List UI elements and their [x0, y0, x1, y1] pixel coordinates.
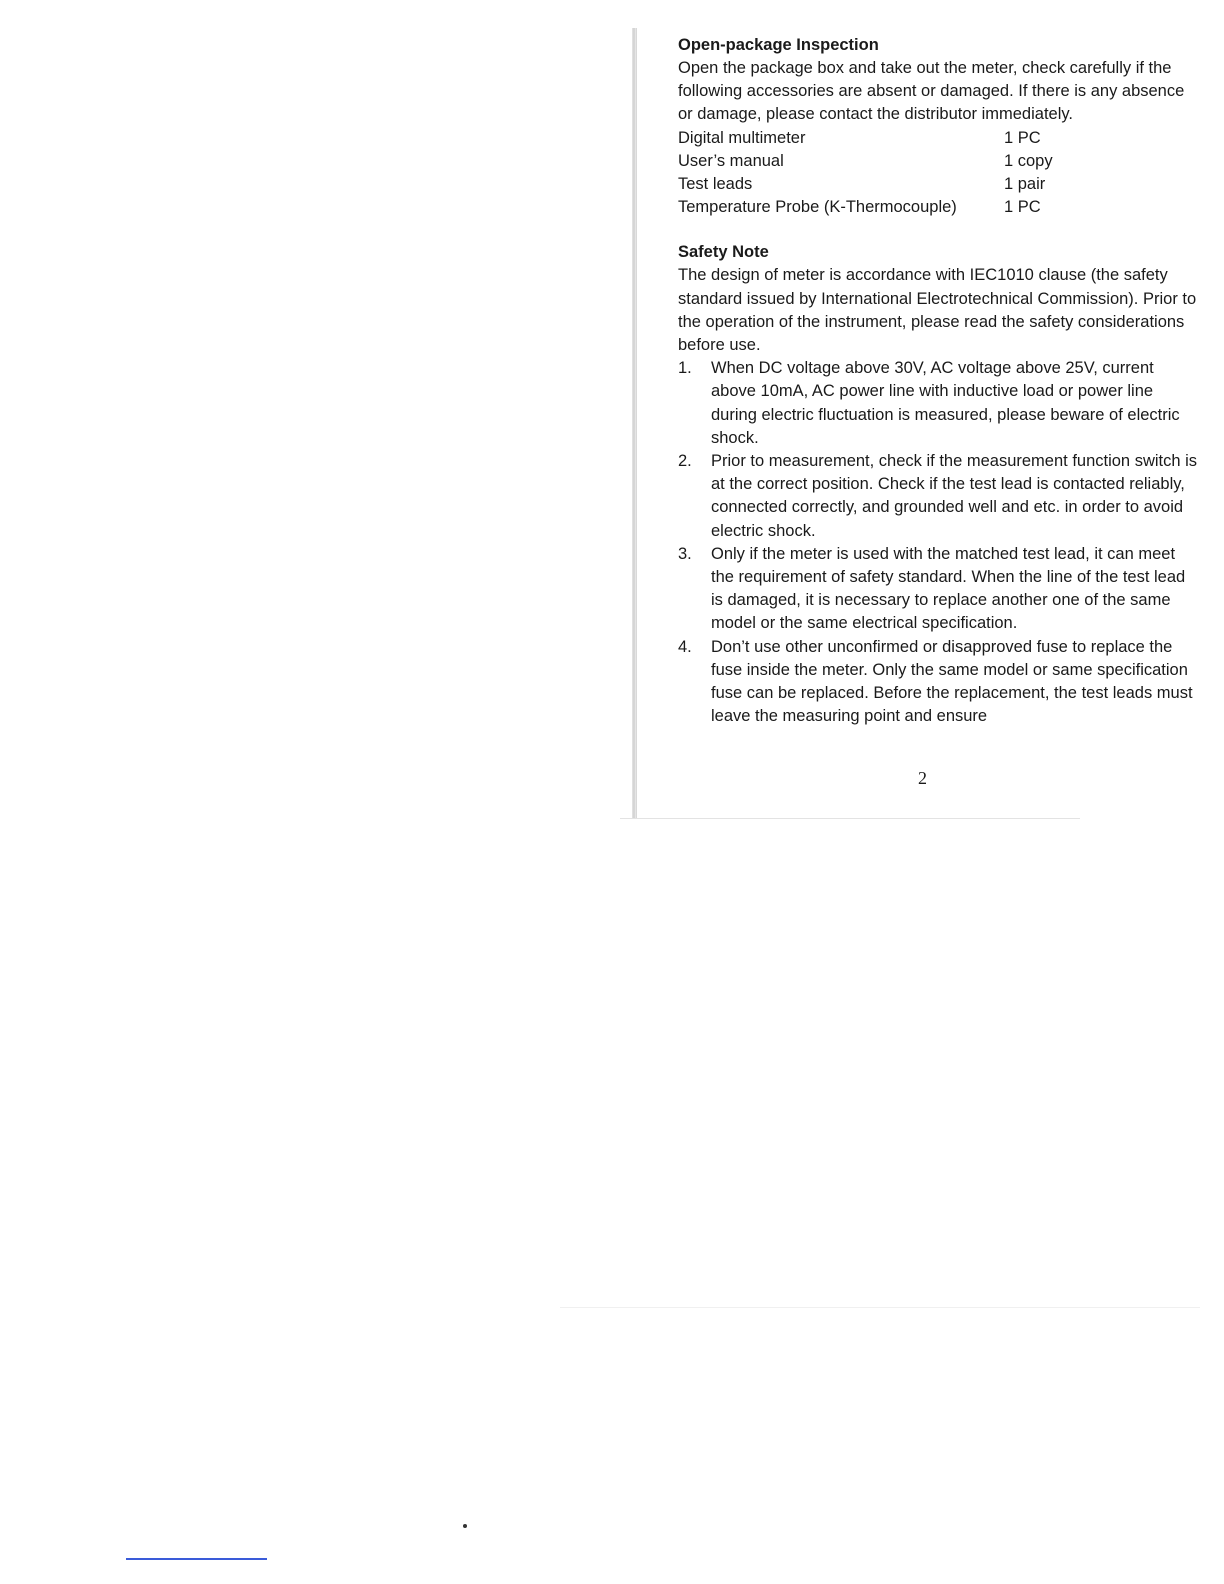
- note-text: When DC voltage above 30V, AC voltage above 25V, current above 10mA, AC power line with inductive load or power line during electric fluctuation is measured, please beware of electric shock.: [711, 359, 1180, 447]
- accessory-name: Test leads: [678, 175, 753, 194]
- accessory-qty: 1 pair: [1004, 175, 1046, 194]
- note-number: 1.: [678, 359, 692, 378]
- safety-note-section: [678, 241, 1198, 728]
- note-number: 3.: [678, 544, 692, 563]
- scan-artifact-blue-line: [126, 1558, 267, 1560]
- scan-artifact-line: [560, 1307, 1200, 1308]
- section-spacer: [678, 219, 1198, 241]
- manual-page-content: [678, 34, 1198, 728]
- accessory-name: Digital multimeter: [678, 128, 806, 147]
- accessory-name: User’s manual: [678, 151, 784, 170]
- accessory-row: [678, 150, 1053, 173]
- accessories-table: [678, 127, 1053, 220]
- note-text: Don’t use other unconfirmed or disapproved fuse to replace the fuse inside the meter. Only the same model or same specification fuse can be replaced. Before the replacement, the test leads must leave the measuring point and ensure: [711, 637, 1193, 726]
- safety-intro: The design of meter is accordance with IEC1010 clause (the safety standard issued by International Electrotechnical Commission). Prior to the operation of the instrument, please read the safety considerations before use.: [678, 266, 1197, 355]
- inspection-heading: Open-package Inspection: [678, 36, 879, 54]
- safety-note-item: [678, 357, 1198, 450]
- accessory-row: [678, 173, 1053, 196]
- open-package-inspection-section: [678, 34, 1198, 219]
- safety-note-item: [678, 450, 1198, 543]
- accessory-qty: 1 copy: [1004, 151, 1053, 170]
- accessory-row: [678, 196, 1053, 219]
- safety-note-item: [678, 636, 1198, 729]
- accessory-qty: 1 PC: [1004, 128, 1041, 147]
- accessory-name: Temperature Probe (K-Thermocouple): [678, 198, 957, 217]
- note-text: Prior to measurement, check if the measurement function switch is at the correct position. Check if the test lead is contacted reliably, connected correctly, and grounded well and etc. in order to avoid electric shock.: [711, 452, 1198, 540]
- note-number: 2.: [678, 452, 692, 471]
- inspection-intro: Open the package box and take out the meter, check carefully if the following accessories are absent or damaged. If there is any absence or damage, please contact the distributor immediately.: [678, 59, 1185, 124]
- scan-binding-line: [636, 28, 637, 818]
- safety-heading: Safety Note: [678, 243, 769, 262]
- accessory-qty: 1 PC: [1004, 198, 1041, 217]
- accessory-row: [678, 127, 1053, 150]
- scan-artifact-dot: [463, 1524, 467, 1528]
- safety-notes-list: [678, 357, 1198, 728]
- note-number: 4.: [678, 637, 692, 656]
- page-number: 2: [918, 768, 927, 788]
- safety-note-item: [678, 543, 1198, 636]
- note-text: Only if the meter is used with the matched test lead, it can meet the requirement of safety standard. When the line of the test lead is damaged, it is necessary to replace another one of the same model or the same electrical specification.: [711, 544, 1186, 633]
- page-bottom-edge: [620, 818, 1080, 819]
